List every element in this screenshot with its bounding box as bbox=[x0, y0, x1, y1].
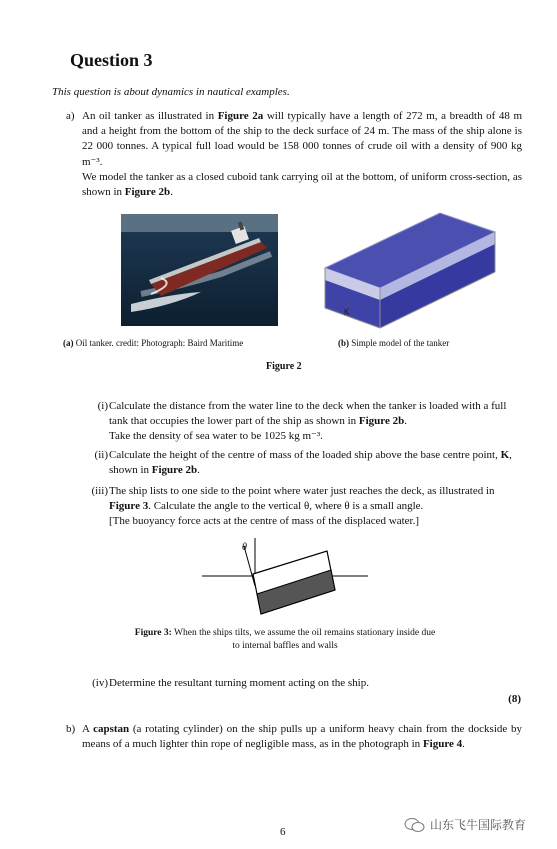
part-a bbox=[66, 109, 522, 200]
part-a-text-4: . bbox=[170, 186, 173, 199]
figure-2-title: Figure 2 bbox=[266, 361, 302, 372]
subpart-i: (i) Calculate the distance from the water line to the deck when the tanker is loaded with a full tank that occupies the lower part of the ship as shown in Figure 2b. Take the density of sea water to be 1025 kg m⁻³. bbox=[97, 400, 507, 443]
marks-label: (8) bbox=[508, 693, 521, 705]
subpart-iv: (iv) Determine the resultant turning moment acting on the ship. bbox=[92, 677, 369, 689]
part-a-fig2b-ref: Figure 2b bbox=[124, 186, 171, 199]
tanker-model-diagram bbox=[320, 208, 500, 332]
oil-tanker-photo bbox=[121, 214, 278, 326]
part-a-text-3: We model the tanker as a closed cuboid tank carrying oil at the bottom, of uniform cross-section, as shown in bbox=[82, 170, 522, 199]
theta-label: θ bbox=[242, 542, 247, 553]
page-number: 6 bbox=[280, 826, 286, 838]
part-a-fig2a-ref: Figure 2a bbox=[217, 110, 264, 122]
wechat-logo-icon bbox=[404, 817, 426, 833]
figure-2a-caption: (a) Oil tanker. credit: Photograph: Baird Maritime bbox=[63, 338, 244, 348]
figure-2b-caption: (b) Simple model of the tanker bbox=[338, 338, 450, 348]
part-a-text-1: An oil tanker as illustrated in bbox=[82, 110, 218, 122]
part-b: b) A capstan (a rotating cylinder) on the ship pulls up a uniform heavy chain from the dockside by means of a much lighter thin rope of negligible mass, as in the photograph in Figure 4. bbox=[66, 723, 522, 751]
figure-3-caption: Figure 3: When the ships tilts, we assume the oil remains stationary inside due to internal baffles and walls bbox=[134, 628, 436, 651]
point-k-label: K bbox=[344, 308, 350, 318]
part-a-text-2: will typically have a length of 272 m, a breadth of 48 m and a height from the bottom of the ship to the deck surface of 24 m. The mass of the ship alone is 22 000 tonnes. A typical full load would be 158 000 tonnes of crude oil with a density of 900 kg m⁻³. bbox=[82, 110, 523, 168]
tilted-ship-diagram bbox=[198, 538, 373, 620]
question-intro: This question is about dynamics in nautical examples. bbox=[52, 86, 290, 98]
subpart-ii: (ii) Calculate the height of the centre of mass of the loaded ship above the base centre point, K, shown in Figure 2b. bbox=[94, 449, 512, 477]
question-title: Question 3 bbox=[70, 50, 153, 70]
watermark-text: 山东飞牛国际教育 bbox=[430, 818, 527, 832]
subpart-iii: (iii) The ship lists to one side to the point where water just reaches the deck, as illustrated in Figure 3. Calculate the angle to the vertical θ, where θ is a small angle. [The buoyancy force acts at the centre of mass of the displaced water.] bbox=[91, 485, 495, 528]
part-a-label: a) bbox=[66, 110, 75, 122]
